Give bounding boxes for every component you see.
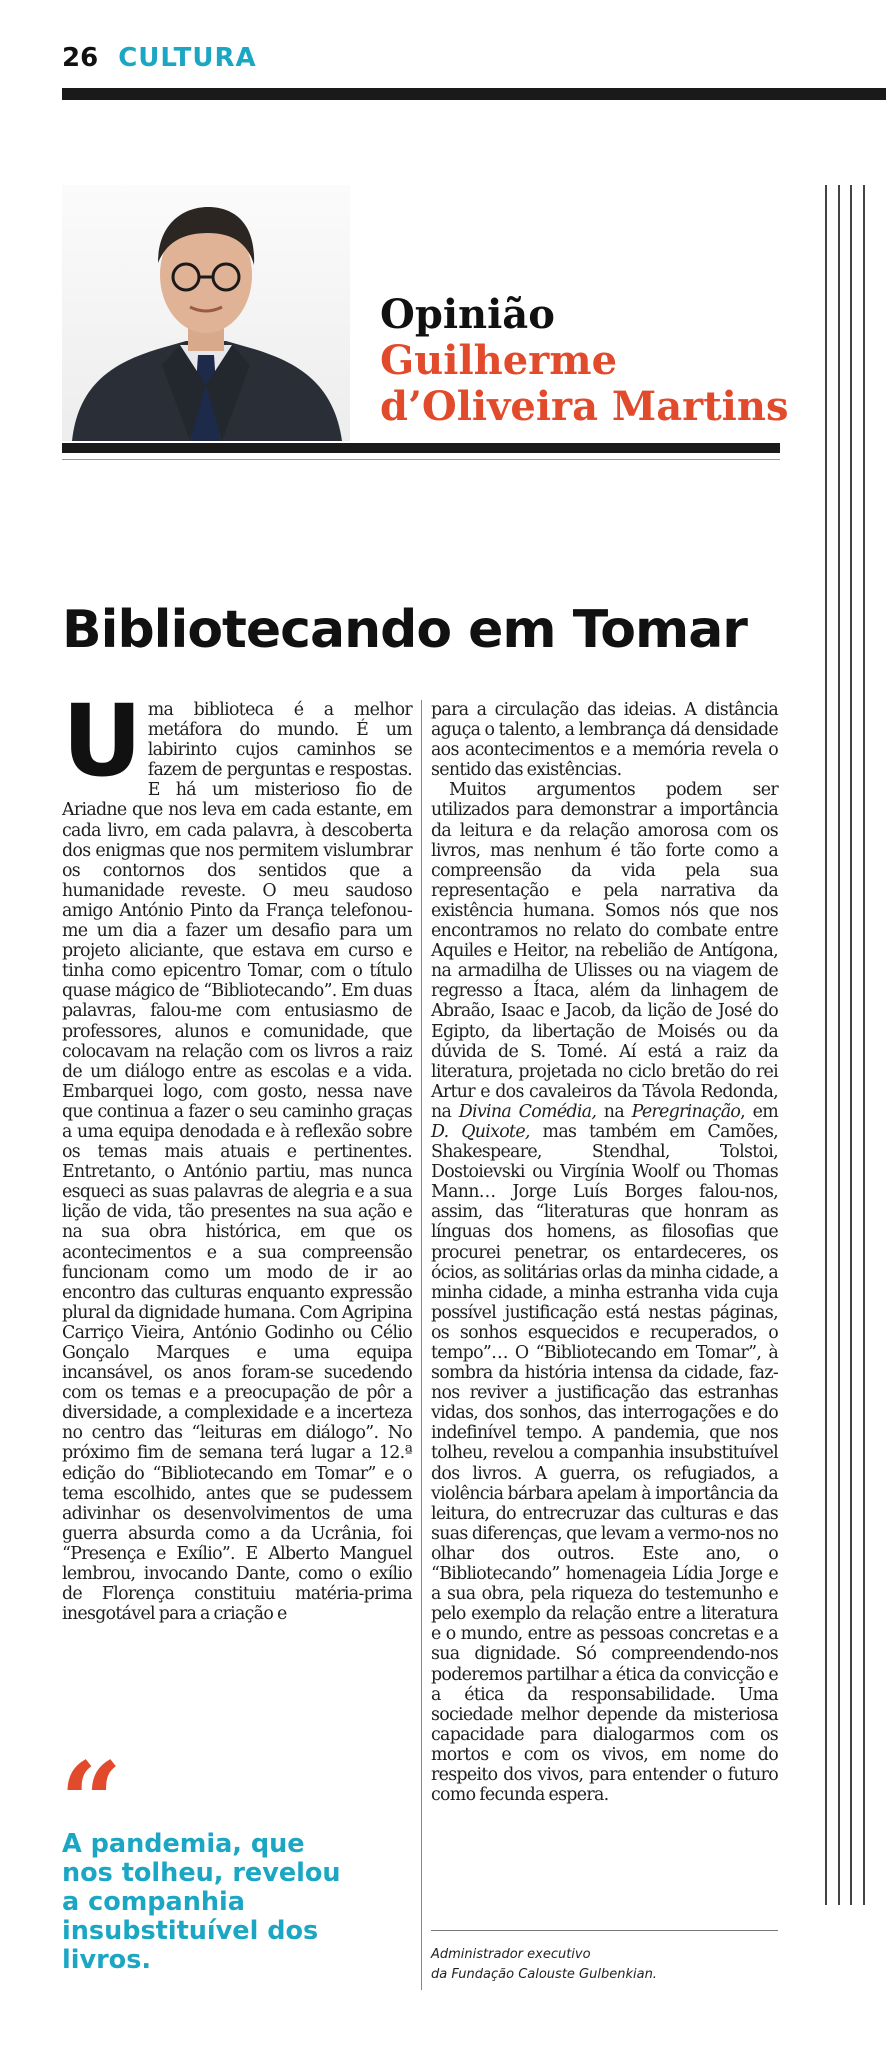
byline	[380, 292, 788, 430]
work-title: D. Quixote,	[431, 1121, 530, 1142]
byline-label: Opinião	[380, 291, 555, 338]
drop-cap: U	[62, 684, 142, 799]
right-column-paragraph-2: Muitos argumentos podem ser utilizados para demonstrar a importância da leitura e da relação amorosa com os livros, mas nenhum é tão forte como a compreensão da vida pela sua representação e pela narrativa da existência humana. Somos nós que nos encontramos no relato do combate entre Aquiles e Heitor, na rebelião de Antígona, na armadilha de Ulisses ou na viagem de regresso a Ítaca, além da linhagem de Abraão, Isaac e Jacob, da lição de José do Egipto, da libertação de Moisés ou da dúvida de S. Tomé. Aí está a raiz da literatura, projetada no ciclo bretão do rei Artur e dos cavaleiros da Távola Redonda, na Divina Comédia, na Peregrinação, em D. Quixote, mas também em Camões, Shakespeare, Stendhal, Tolstoi, Dostoievski ou Virgínia Woolf ou Thomas Mann… Jorge Luís Borges falou-nos, assim, das “literaturas que honram as línguas dos homens, as filosofias que procurei penetrar, os entardeceres, os ócios, as solitárias orlas da minha cidade, a minha cidade, a minha estranha vida cuja possível justificação está nestas páginas, os sonhos esquecidos e recuperados, o tempo”… O “Bibliotecando em Tomar”, à sombra da história intensa da cidade, faz-nos reviver a justificação das estranhas vidas, dos sonhos, das interrogações e do indefinível tempo. A pandemia, que nos tolheu, revelou a companhia insubstituível dos livros. A guerra, os refugiados, a violência bárbara apelam à importância da leitura, do entrecruzar das culturas e das suas diferenças, que levam a vermo-nos no olhar dos outros. Este ano, o “Bibliotecando” homenageia Lídia Jorge e a sua obra, pela riqueza do testemunho e pelo exemplo da relação entre a literatura e o mundo, entre as pessoas concretas e a sua dignidade. Só compreendendo-nos poderemos partilhar a ética da convicção e a ética da responsabilidade. Uma sociedade melhor depende da misteriosa capacidade para dialogarmos com os mortos e com os vivos, em nome do respeito dos vivos, para entender o futuro como fecunda espera.	[431, 780, 778, 1806]
column-divider	[421, 700, 422, 1990]
section-name: CULTURA	[118, 43, 257, 73]
margin-decoration	[825, 185, 865, 1905]
author-photo	[62, 185, 350, 441]
top-rule	[62, 88, 886, 100]
footnote-line-1: Administrador executivo	[431, 1947, 591, 1962]
page-header	[62, 38, 257, 78]
article-title: Bibliotecando em Tomar	[62, 599, 747, 660]
pull-quote: A pandemia, que nos tolheu, revelou a companhia insubstituível dos livros.	[62, 1829, 341, 1975]
author-name-line1: Guilherme	[380, 337, 618, 384]
left-column-text: ma biblioteca é a melhor metáfora do mundo. É um labirinto cujos caminhos se fazem de perguntas e respostas. E há um misterioso fio de Ariadne que nos leva em cada estante, em cada livro, em cada palavra, à descoberta dos enigmas que nos permitem vislumbrar os contornos dos sentidos que a humanidade reveste. O meu saudoso amigo António Pinto da França telefonou-me um dia a fazer um desafio para um projeto aliciante, que estava em curso e tinha como epicentro Tomar, com o título quase mágico de “Bibliotecando”. Em duas palavras, falou-me com entusiasmo de professores, alunos e comunidade, que colocavam na relação com os livros a raiz de um diálogo entre as escolas e a vida. Embarquei logo, com gosto, nessa nave que continua a fazer o seu caminho graças a uma equipa denodada e à reflexão sobre os temas mais atuais e pertinentes. Entretanto, o António partiu, mas nunca esqueci as suas palavras de alegria e a sua lição de vida, tão presentes na sua ação e na sua obra histórica, em que os acontecimentos e a sua compreensão funcionam como um modo de ir ao encontro das culturas enquanto expressão plural da dignidade humana. Com Agripina Carriço Vieira, António Godinho ou Célio Gonçalo Marques e uma equipa incansável, os anos foram-se sucedendo com os temas e a preocupação de pôr a diversidade, a complexidade e a incerteza no centro das “leituras em diálogo”. No próximo fim de semana terá lugar a 12.ª edição do “Bibliotecando em Tomar” e o tema escolhido, antes que se pudessem adivinhar os desenvolvimentos de uma guerra absurda como a da Ucrânia, foi “Presença e Exílio”. E Alberto Manguel lembrou, invocando Dante, como o exílio de Florença constituiu matéria-prima inesgotável para a criação e	[62, 700, 412, 1625]
footnote-line-2: da Fundação Calouste Gulbenkian.	[431, 1967, 657, 1982]
work-title: Divina Comédia,	[458, 1101, 597, 1122]
author-name-line2: d’Oliveira Martins	[380, 383, 789, 430]
article-left-column	[62, 684, 412, 1625]
byline-thin-rule	[62, 459, 780, 460]
byline-rule	[62, 443, 780, 453]
page-number: 26	[62, 43, 99, 73]
author-footnote	[431, 1945, 657, 1985]
article-right-column	[431, 700, 778, 1805]
quote-icon: “	[60, 1739, 123, 1865]
work-title: Peregrinação	[631, 1101, 741, 1122]
footnote-rule	[431, 1930, 778, 1931]
right-column-paragraph-1: para a circulação das ideias. A distância aguça o talento, a lembrança dá densidade aos acontecimentos e a memória revela o sentido das existências.	[431, 700, 778, 781]
